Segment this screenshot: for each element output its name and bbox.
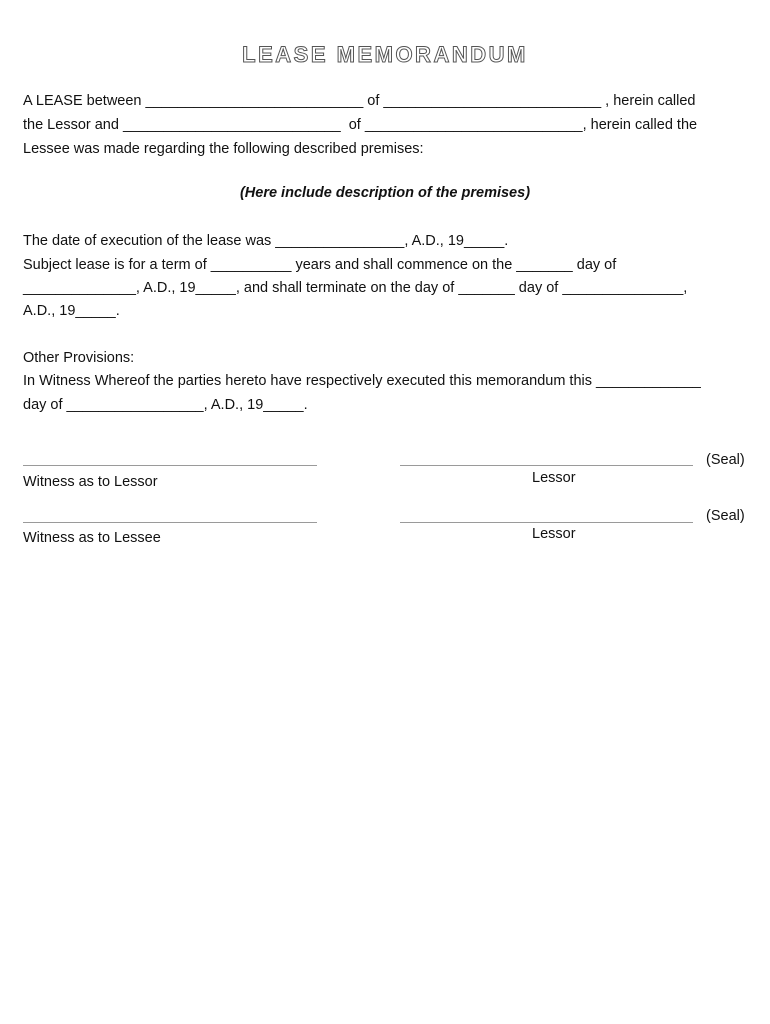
premises-heading: (Here include description of the premises) [239,185,531,201]
lessor-seal-label: (Seal) [706,452,745,468]
lessor-label: Lessor [532,470,576,486]
paragraph3-line1: Other Provisions: [23,350,135,366]
lessee-seal-label: (Seal) [706,508,745,524]
lessee-party-label: Lessor [532,526,576,542]
paragraph2-line3: ______________, A.D., 19_____, and shall terminate on the day of _______ day of _______________, [23,280,688,296]
document-title: LEASE MEMORANDUM [242,42,528,67]
paragraph3-line3: day of _________________, A.D., 19_____. [23,397,308,413]
witness-lessee-signature-line[interactable] [23,522,317,523]
paragraph1-line3: Lessee was made regarding the following described premises: [23,141,424,157]
paragraph1-line1: A LEASE between ___________________________ of ___________________________ , herein called [23,93,696,109]
paragraph1-line2: the Lessor and ___________________________ of ___________________________, herein called the [23,117,698,133]
lessee-signature-line[interactable] [400,522,693,523]
paragraph3-line2: In Witness Whereof the parties hereto have respectively executed this memorandum this _____________ [23,373,701,389]
witness-lessor-signature-line[interactable] [23,465,317,466]
paragraph2-line4: A.D., 19_____. [23,303,120,319]
witness-lessee-label: Witness as to Lessee [23,530,161,546]
paragraph2-line2: Subject lease is for a term of __________ years and shall commence on the _______ day of [23,257,617,273]
witness-lessor-label: Witness as to Lessor [23,474,158,490]
lessor-signature-line[interactable] [400,465,693,466]
paragraph2-line1: The date of execution of the lease was ________________, A.D., 19_____. [23,233,509,249]
